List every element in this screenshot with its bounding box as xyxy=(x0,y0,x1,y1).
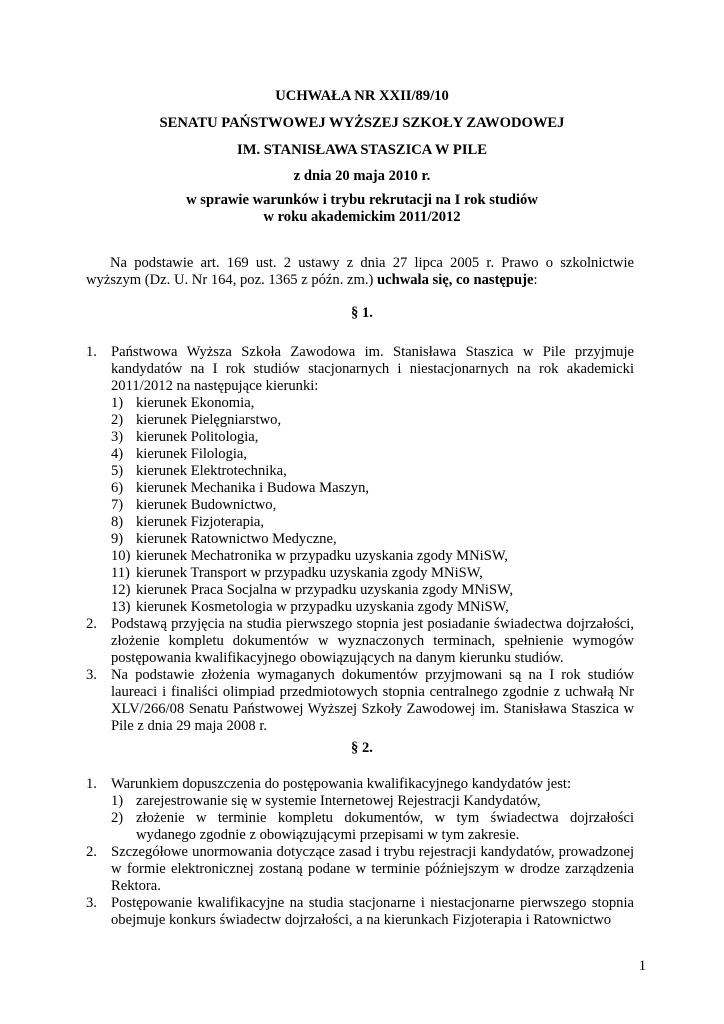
sub-item-number: 4) xyxy=(111,446,124,462)
sub-item xyxy=(111,810,634,844)
section-1-list xyxy=(86,344,634,735)
sub-item-number: 6) xyxy=(111,480,124,496)
sub-item-text: kierunek Fizjoterapia, xyxy=(136,514,265,530)
sub-item-text: kierunek Filologia, xyxy=(136,446,248,462)
sub-item-text: kierunek Mechanika i Budowa Maszyn, xyxy=(136,480,370,496)
sub-item xyxy=(111,446,634,463)
sub-item-text: kierunek Praca Socjalna w przypadku uzyskania zgody MNiSW, xyxy=(136,582,514,598)
intro-end: : xyxy=(533,272,538,288)
sub-item-number: 2) xyxy=(111,810,124,826)
sub-item xyxy=(111,582,634,599)
item-number: 1. xyxy=(86,344,97,360)
sub-item-text: złożenie w terminie kompletu dokumentów, w tym świadectwa dojrzałości wydanego zgodnie z obowiązującymi przepisami w tym zakresie. xyxy=(136,810,634,843)
sub-item xyxy=(111,463,634,480)
sub-item-number: 1) xyxy=(111,793,124,809)
sub-item-number: 11) xyxy=(111,565,130,581)
section-mark-2: § 2. xyxy=(351,740,373,756)
resolution-date: z dnia 20 maja 2010 r. xyxy=(293,168,431,184)
sub-item-number: 9) xyxy=(111,531,124,547)
sub-item xyxy=(111,395,634,412)
sub-item xyxy=(111,497,634,514)
intro-text: Na podstawie art. 169 ust. 2 ustawy z dnia 27 lipca 2005 r. Prawo o szkolnictwie wyższym (Dz. U. Nr 164, poz. 1365 z późn. zm.) xyxy=(86,255,634,288)
item-number: 3. xyxy=(86,895,97,911)
list-item xyxy=(86,776,634,844)
item-text: Podstawą przyjęcia na studia pierwszego stopnia jest posiadanie świadectwa dojrzałości, złożenie kompletu dokumentów w wyznaczonych terminach, spełnienie wymogów postępowania kwalifikacyjnego obowiązujących na danym kierunku studiów. xyxy=(111,616,634,666)
item-number: 2. xyxy=(86,616,97,632)
item-text: Warunkiem dopuszczenia do postępowania kwalifikacyjnego kandydatów jest: xyxy=(111,776,572,792)
item-number: 1. xyxy=(86,776,97,792)
item-number: 2. xyxy=(86,844,97,860)
intro-paragraph xyxy=(86,255,634,289)
sub-item xyxy=(111,565,634,582)
page-number: 1 xyxy=(638,958,646,974)
sub-item-number: 2) xyxy=(111,412,124,428)
section-mark-1: § 1. xyxy=(351,305,373,321)
list-item xyxy=(86,616,634,667)
list-item xyxy=(86,667,634,735)
item-text: Państwowa Wyższa Szkoła Zawodowa im. Stanisława Staszica w Pile przyjmuje kandydatów na I rok studiów stacjonarnych i niestacjonarnych na rok akademicki 2011/2012 na następujące kierunki: xyxy=(111,344,634,394)
intro-bold-text: uchwala się, co następuje xyxy=(377,272,534,288)
sub-item xyxy=(111,599,634,616)
sub-item-text: kierunek Ratownictwo Medyczne, xyxy=(136,531,337,547)
list-item xyxy=(86,844,634,895)
sub-item-number: 7) xyxy=(111,497,124,513)
sub-item-text: kierunek Transport w przypadku uzyskania zgody MNiSW, xyxy=(136,565,483,581)
section-2-list xyxy=(86,776,634,929)
sub-item-text: kierunek Budownictwo, xyxy=(136,497,277,513)
sub-item xyxy=(111,480,634,497)
sub-item-text: kierunek Ekonomia, xyxy=(136,395,255,411)
item-number: 3. xyxy=(86,667,97,683)
school-name: IM. STANISŁAWA STASZICA W PILE xyxy=(237,142,487,158)
sub-item xyxy=(111,548,634,565)
item-text: Postępowanie kwalifikacyjne na studia stacjonarne i niestacjonarne pierwszego stopnia obejmuje konkurs świadectw dojrzałości, a na kierunkach Fizjoterapia i Ratownictwo xyxy=(111,895,634,928)
resolution-subject-line1: w sprawie warunków i trybu rekrutacji na I rok studiów xyxy=(186,192,538,208)
resolution-number: UCHWAŁA NR XXII/89/10 xyxy=(275,88,449,104)
item-text: Szczegółowe unormowania dotyczące zasad i trybu rejestracji kandydatów, prowadzonej w formie elektronicznej zostaną podane w terminie późniejszym w drodze zarządzenia Rektora. xyxy=(111,844,634,894)
sub-item-number: 5) xyxy=(111,463,124,479)
sub-item-text: zarejestrowanie się w systemie Internetowej Rejestracji Kandydatów, xyxy=(136,793,541,809)
sub-item-number: 13) xyxy=(111,599,131,615)
sub-item-number: 8) xyxy=(111,514,124,530)
sub-item xyxy=(111,412,634,429)
sub-item-number: 1) xyxy=(111,395,124,411)
sub-item-number: 3) xyxy=(111,429,124,445)
resolution-subject-line2: w roku akademickim 2011/2012 xyxy=(263,209,461,225)
sub-item xyxy=(111,429,634,446)
sub-item-text: kierunek Kosmetologia w przypadku uzyskania zgody MNiSW, xyxy=(136,599,509,615)
sub-item-text: kierunek Elektrotechnika, xyxy=(136,463,287,479)
sub-item-number: 12) xyxy=(111,582,131,598)
sub-item xyxy=(111,793,634,810)
list-item xyxy=(86,344,634,616)
sub-item-text: kierunek Mechatronika w przypadku uzyskania zgody MNiSW, xyxy=(136,548,508,564)
list-item xyxy=(86,895,634,929)
sub-item xyxy=(111,514,634,531)
sub-item-number: 10) xyxy=(111,548,131,564)
sub-item-text: kierunek Politologia, xyxy=(136,429,259,445)
sub-item-text: kierunek Pielęgniarstwo, xyxy=(136,412,282,428)
sub-item xyxy=(111,531,634,548)
item-text: Na podstawie złożenia wymaganych dokumentów przyjmowani są na I rok studiów laureaci i finaliści olimpiad przedmiotowych stopnia centralnego zgodnie z uchwałą Nr XLV/266/08 Senatu Państwowej Wyższej Szkoły Zawodowej im. Stanisława Staszica w Pile z dnia 29 maja 2008 r. xyxy=(111,667,634,734)
senate-name: SENATU PAŃSTWOWEJ WYŻSZEJ SZKOŁY ZAWODOWEJ xyxy=(159,115,565,131)
